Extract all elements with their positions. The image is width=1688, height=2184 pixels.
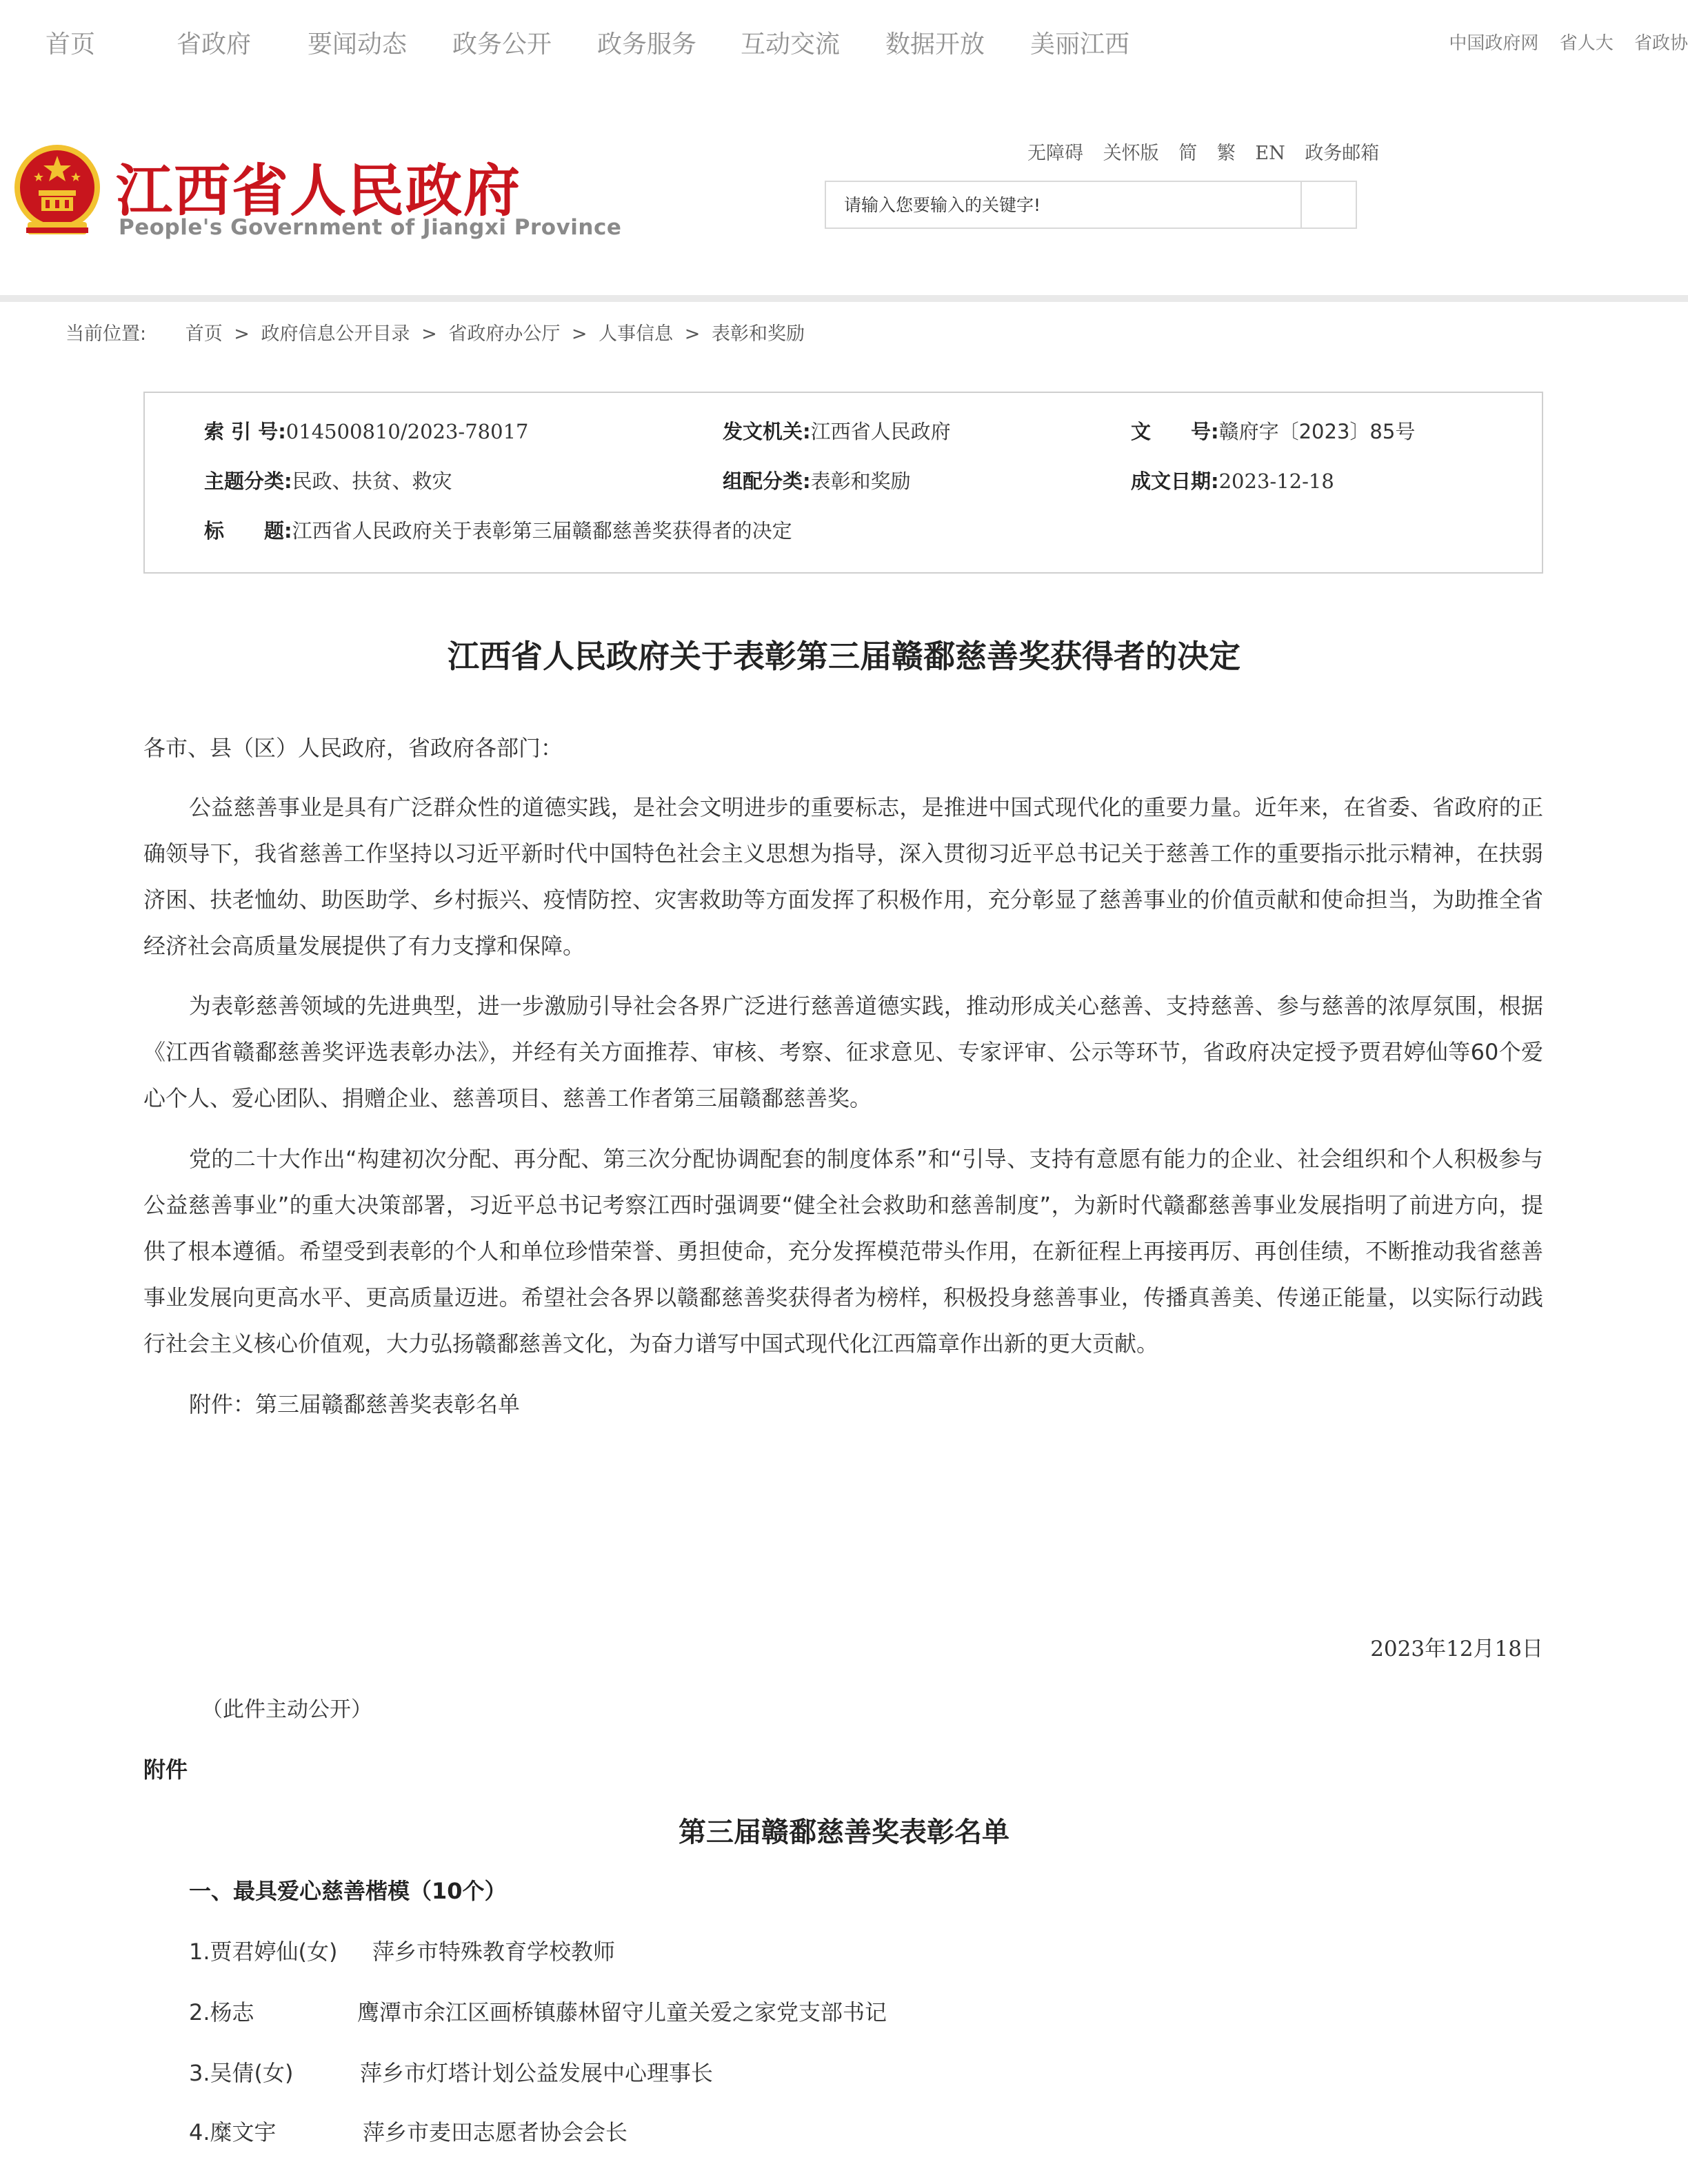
search-input[interactable] [826,182,1300,228]
info-topic [204,466,452,494]
info-label: 组配分类: [723,469,811,493]
article-paragraph: 党的二十大作出“构建初次分配、再分配、第三次分配协调配套的制度体系”和“引导、支持有意愿有能力的企业、社会组织和个人积极参与公益慈善事业”的重大决策部署，习近平总书记考察江西时强调要“健全社会救助和慈善制度”，为新时代赣鄱慈善事业发展指明了前进方向，提供了根本遵循。希望受到表彰的个人和单位珍惜荣誉、勇担使命，充分发挥模范带头作用，在新征程上再接再厉、再创佳绩，不断推动我省慈善事业发展向更高水平、更高质量迈进。希望社会各界以赣鄱慈善奖获得者为榜样，积极投身慈善事业，传播真善美、传递正能量，以实际行动践行社会主义核心价值观，大力弘扬赣鄱慈善文化，为奋力谱写中国式现代化江西篇章作出新的更大贡献。 [143,1146,1543,1357]
national-emblem-icon[interactable] [12,145,102,241]
breadcrumb-personnel-info[interactable]: 人事信息 [599,323,674,345]
breadcrumb-awards[interactable]: 表彰和奖励 [711,323,805,345]
honoree-role: 鹰潭市余江区画桥镇藤林留守儿童关爱之家党支部书记 [357,1999,887,2025]
info-value: 014500810/2023-78017 [285,420,529,443]
section-heading: 一、最具爱心慈善楷模（10个） [189,1878,507,1904]
simplified-chinese-link[interactable]: 简 [1178,143,1198,164]
info-date [1131,466,1334,494]
nav-home[interactable]: 首页 [46,30,96,59]
attachment-note: 附件：第三届赣鄱慈善奖表彰名单 [189,1391,521,1417]
nav-news[interactable]: 要闻动态 [308,30,408,59]
honoree-name: 4.糜文宇 [189,2119,277,2145]
breadcrumb [66,318,805,345]
nav-provincial-government[interactable]: 省政府 [177,30,252,59]
search-box [825,181,1357,229]
honoree-name: 1.贾君婷仙(女) [189,1939,338,1965]
article-title: 江西省人民政府关于表彰第三届赣鄱慈善奖获得者的决定 [448,638,1240,675]
header-divider [0,295,1688,302]
info-value: 江西省人民政府 [810,420,951,443]
nav-interaction[interactable]: 互动交流 [741,30,841,59]
top-navigation [0,0,1688,90]
search-button[interactable] [1300,182,1356,228]
info-issuer [723,416,951,445]
info-index-number [204,416,528,445]
nav-gov-services[interactable]: 政务服务 [597,30,697,59]
info-value: 民政、扶贫、救灾 [292,469,452,493]
breadcrumb-general-office[interactable]: 省政府办公厅 [448,323,561,345]
site-subtitle: People's Government of Jiangxi Province [119,215,622,240]
info-category [723,466,911,494]
link-provincial-congress[interactable]: 省人大 [1559,33,1614,54]
nav-gov-affairs-public[interactable]: 政务公开 [452,30,552,59]
breadcrumb-home[interactable]: 首页 [185,323,223,345]
info-title [204,516,792,544]
info-label: 主题分类: [204,469,292,493]
accessibility-toolbar [1027,138,1393,165]
honoree-name: 3.吴倩(女) [189,2060,294,2086]
document-info-box [143,392,1543,574]
info-label: 标 题: [204,519,292,543]
accessibility-link[interactable]: 无障碍 [1027,143,1083,164]
honor-list-title: 第三届赣鄱慈善奖表彰名单 [679,1817,1009,1848]
article-paragraph: 公益慈善事业是具有广泛群众性的道德实践，是社会文明进步的重要标志，是推进中国式现代化的重要力量。近年来，在省委、省政府的正确领导下，我省慈善工作坚持以习近平新时代中国特色社会主义思想为指导，深入贯彻习近平总书记关于慈善工作的重要指示批示精神，在扶弱济困、扶老恤幼、助医助学、乡村振兴、疫情防控、灾害救助等方面发挥了积极作用，充分彰显了慈善事业的价值贡献和使命担当，为助推全省经济社会高质量发展提供了有力支撑和保障。 [143,794,1543,959]
document-date: 2023年12月18日 [1370,1637,1543,1661]
info-document-number [1131,416,1415,445]
traditional-chinese-link[interactable]: 繁 [1216,143,1236,164]
info-label: 文 号: [1131,420,1219,443]
gov-mailbox-link[interactable]: 政务邮箱 [1305,143,1380,164]
breadcrumb-label: 当前位置: [66,323,147,345]
public-disclosure-note: （此件主动公开） [201,1697,372,1722]
honoree-name: 2.杨志 [189,1999,254,2025]
info-value: 2023-12-18 [1218,469,1334,493]
top-external-links [1434,29,1688,54]
info-value: 江西省人民政府关于表彰第三届赣鄱慈善奖获得者的决定 [292,519,792,543]
breadcrumb-separator: > [684,323,701,345]
link-china-gov[interactable]: 中国政府网 [1449,33,1539,54]
honoree-role: 萍乡市灯塔计划公益发展中心理事长 [360,2060,714,2086]
breadcrumb-separator: > [571,323,587,345]
link-provincial-cppcc[interactable]: 省政协 [1634,33,1688,54]
attachment-heading: 附件 [143,1757,188,1783]
care-mode-link[interactable]: 关怀版 [1103,143,1159,164]
info-label: 成文日期: [1131,469,1219,493]
info-label: 索 引 号: [204,420,286,443]
breadcrumb-separator: > [234,323,250,345]
english-link[interactable]: EN [1255,143,1285,164]
breadcrumb-info-catalog[interactable]: 政府信息公开目录 [261,323,410,345]
article-paragraph: 为表彰慈善领域的先进典型，进一步激励引导社会各界广泛进行慈善道德实践，推动形成关心慈善、支持慈善、参与慈善的浓厚氛围，根据《江西省赣鄱慈善奖评选表彰办法》，并经有关方面推荐、审核、考察、征求意见、专家评审、公示等环节，省政府决定授予贾君婷仙等60个爱心个人、爱心团队、捐赠企业、慈善项目、慈善工作者第三届赣鄱慈善奖。 [143,993,1543,1111]
article-salutation: 各市、县（区）人民政府，省政府各部门： [143,735,563,761]
site-title[interactable]: 江西省人民政府 [116,159,522,224]
honoree-role: 萍乡市特殊教育学校教师 [372,1939,616,1965]
info-label: 发文机关: [723,420,811,443]
nav-open-data[interactable]: 数据开放 [885,30,985,59]
breadcrumb-separator: > [421,323,437,345]
info-value: 赣府字〔2023〕85号 [1218,420,1416,443]
info-value: 表彰和奖励 [810,469,911,493]
nav-beautiful-jiangxi[interactable]: 美丽江西 [1030,30,1130,59]
honoree-role: 萍乡市麦田志愿者协会会长 [363,2119,628,2145]
site-header [0,124,1688,296]
